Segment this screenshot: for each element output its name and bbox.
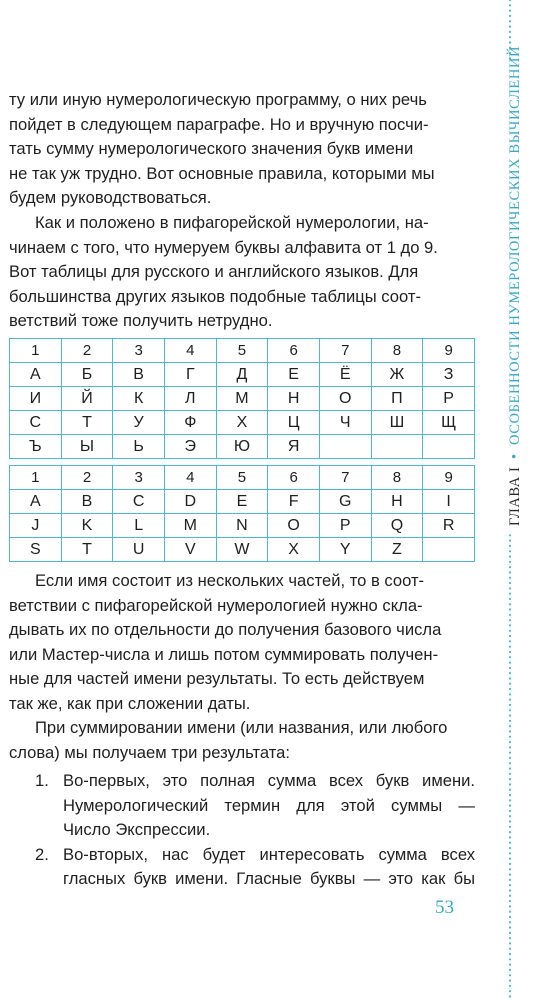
table-cell: 2 (61, 339, 113, 363)
table-cell: J (10, 514, 62, 538)
text-line: большинства других языков подобные таблицы соот- (9, 286, 421, 306)
text-line: Число Экспрессии. (63, 820, 211, 839)
table-cell: U (113, 538, 165, 562)
table-cell: L (113, 514, 165, 538)
table-cell: I (423, 490, 475, 514)
table-cell: Ы (61, 435, 113, 459)
table-cell: М (216, 387, 268, 411)
table-cell: У (113, 411, 165, 435)
table-cell (423, 435, 475, 459)
paragraph-4 (9, 716, 475, 765)
table-cell: M (164, 514, 216, 538)
table-cell: T (61, 538, 113, 562)
paragraph-2 (9, 211, 475, 334)
table-cell: 9 (423, 466, 475, 490)
paragraph-3 (9, 569, 475, 716)
list-item-number: 1. (35, 771, 49, 790)
table-cell: Z (371, 538, 423, 562)
table-cell: Г (164, 363, 216, 387)
table-cell: Ь (113, 435, 165, 459)
table-cell: Х (216, 411, 268, 435)
text-line: гласных букв имени. Гласные буквы — это как бы (63, 869, 475, 888)
table-cell: И (10, 387, 62, 411)
table-cell: V (164, 538, 216, 562)
table-cell: 2 (61, 466, 113, 490)
table-header-row (10, 466, 475, 490)
table-cell: 5 (216, 466, 268, 490)
text-line: тать сумму нумерологического значения букв имени (9, 139, 414, 158)
chapter-title: ОСОБЕННОСТИ НУМЕРОЛОГИЧЕСКИХ ВЫЧИСЛЕНИЙ (507, 45, 523, 445)
table-row (10, 514, 475, 538)
list-item (9, 769, 475, 843)
table-cell: D (164, 490, 216, 514)
text-line: Во-вторых, нас будет интересовать сумма всех (63, 844, 475, 864)
table-cell: P (319, 514, 371, 538)
table-cell: S (10, 538, 62, 562)
text-line: ту или иную нумерологическую программу, о них речь (9, 90, 427, 109)
text-line: пойдет в следующем параграфе. Но и вручную посчи- (9, 114, 429, 134)
table-cell: В (113, 363, 165, 387)
list-item-number: 2. (35, 844, 49, 864)
table-cell: 4 (164, 466, 216, 490)
table-cell: F (268, 490, 320, 514)
table-cell: Й (61, 387, 113, 411)
table-cell: A (10, 490, 62, 514)
table-cell: П (371, 387, 423, 411)
table-row (10, 411, 475, 435)
table-cell: 6 (268, 339, 320, 363)
table-row (10, 363, 475, 387)
text-line: ные для частей имени результаты. То есть действуем (9, 669, 425, 688)
table-cell: W (216, 538, 268, 562)
text-line: будем руководствоваться. (9, 188, 212, 207)
table-cell: Е (268, 363, 320, 387)
english-alphabet-table (9, 465, 475, 562)
running-header-text (507, 45, 524, 532)
table-cell: Q (371, 514, 423, 538)
text-line: чинаем с того, что нумеруем буквы алфавита от 1 до 9. (9, 237, 438, 257)
table-cell: G (319, 490, 371, 514)
table-row (10, 490, 475, 514)
table-cell: 4 (164, 339, 216, 363)
list-item (9, 843, 475, 892)
table-cell: N (216, 514, 268, 538)
text-line: Во-первых, это полная сумма всех букв имени. (63, 771, 475, 790)
text-line: дывать их по отдельности до получения базового числа (9, 620, 442, 639)
text-line: При суммировании имени (или названия, или любого (35, 718, 448, 737)
chapter-label: ГЛАВА I (507, 466, 523, 526)
table-cell: Я (268, 435, 320, 459)
table-cell: Д (216, 363, 268, 387)
table-row (10, 435, 475, 459)
table-cell: Щ (423, 411, 475, 435)
table-cell: Р (423, 387, 475, 411)
table-cell: 8 (371, 466, 423, 490)
text-line: или Мастер-числа и лишь потом суммировать получен- (9, 644, 439, 664)
text-line: не так уж трудно. Вот основные правила, которыми мы (9, 163, 435, 183)
text-line: Если имя состоит из нескольких частей, то в соот- (35, 571, 425, 590)
text-line: Нумерологический термин для этой суммы — (63, 795, 475, 815)
table-cell: 3 (113, 466, 165, 490)
text-line: так же, как при сложении даты. (9, 693, 251, 713)
table-cell: Ё (319, 363, 371, 387)
table-cell: X (268, 538, 320, 562)
table-cell: 8 (371, 339, 423, 363)
table-cell: Ц (268, 411, 320, 435)
table-cell: Ю (216, 435, 268, 459)
bullet-icon: • (507, 452, 523, 459)
table-cell: B (61, 490, 113, 514)
table-cell: 7 (319, 466, 371, 490)
table-cell: Ш (371, 411, 423, 435)
results-list (9, 769, 475, 892)
table-cell: Ч (319, 411, 371, 435)
table-cell: Э (164, 435, 216, 459)
page-number: 53 (435, 897, 454, 918)
table-cell: Т (61, 411, 113, 435)
table-cell: Y (319, 538, 371, 562)
text-line: слова) мы получаем три результата: (9, 742, 290, 762)
paragraph-1 (9, 88, 475, 211)
table-cell: Н (268, 387, 320, 411)
table-cell: C (113, 490, 165, 514)
table-cell: Л (164, 387, 216, 411)
table-cell: С (10, 411, 62, 435)
table-cell: А (10, 363, 62, 387)
table-cell: К (113, 387, 165, 411)
text-line: ветствий тоже получить нетрудно. (9, 311, 273, 330)
table-cell: Ъ (10, 435, 62, 459)
table-cell: 7 (319, 339, 371, 363)
table-cell (319, 435, 371, 459)
table-cell: 3 (113, 339, 165, 363)
table-cell: R (423, 514, 475, 538)
text-line: Как и положено в пифагорейской нумерологии, на- (35, 213, 429, 232)
table-cell: 5 (216, 339, 268, 363)
text-line: ветствии с пифагорейской нумерологией нужно скла- (9, 595, 423, 615)
table-row (10, 538, 475, 562)
table-cell: 1 (10, 339, 62, 363)
table-cell (423, 538, 475, 562)
russian-alphabet-table (9, 338, 475, 459)
table-cell: H (371, 490, 423, 514)
table-cell: Ж (371, 363, 423, 387)
table-cell: О (319, 387, 371, 411)
table-cell: З (423, 363, 475, 387)
table-cell (371, 435, 423, 459)
table-row (10, 387, 475, 411)
table-cell: Б (61, 363, 113, 387)
text-line: Вот таблицы для русского и английского языков. Для (9, 262, 419, 281)
table-cell: 1 (10, 466, 62, 490)
table-cell: Ф (164, 411, 216, 435)
table-cell: E (216, 490, 268, 514)
table-cell: O (268, 514, 320, 538)
table-cell: 6 (268, 466, 320, 490)
table-cell: 9 (423, 339, 475, 363)
table-cell: K (61, 514, 113, 538)
table-header-row (10, 339, 475, 363)
running-header (492, 0, 532, 1000)
